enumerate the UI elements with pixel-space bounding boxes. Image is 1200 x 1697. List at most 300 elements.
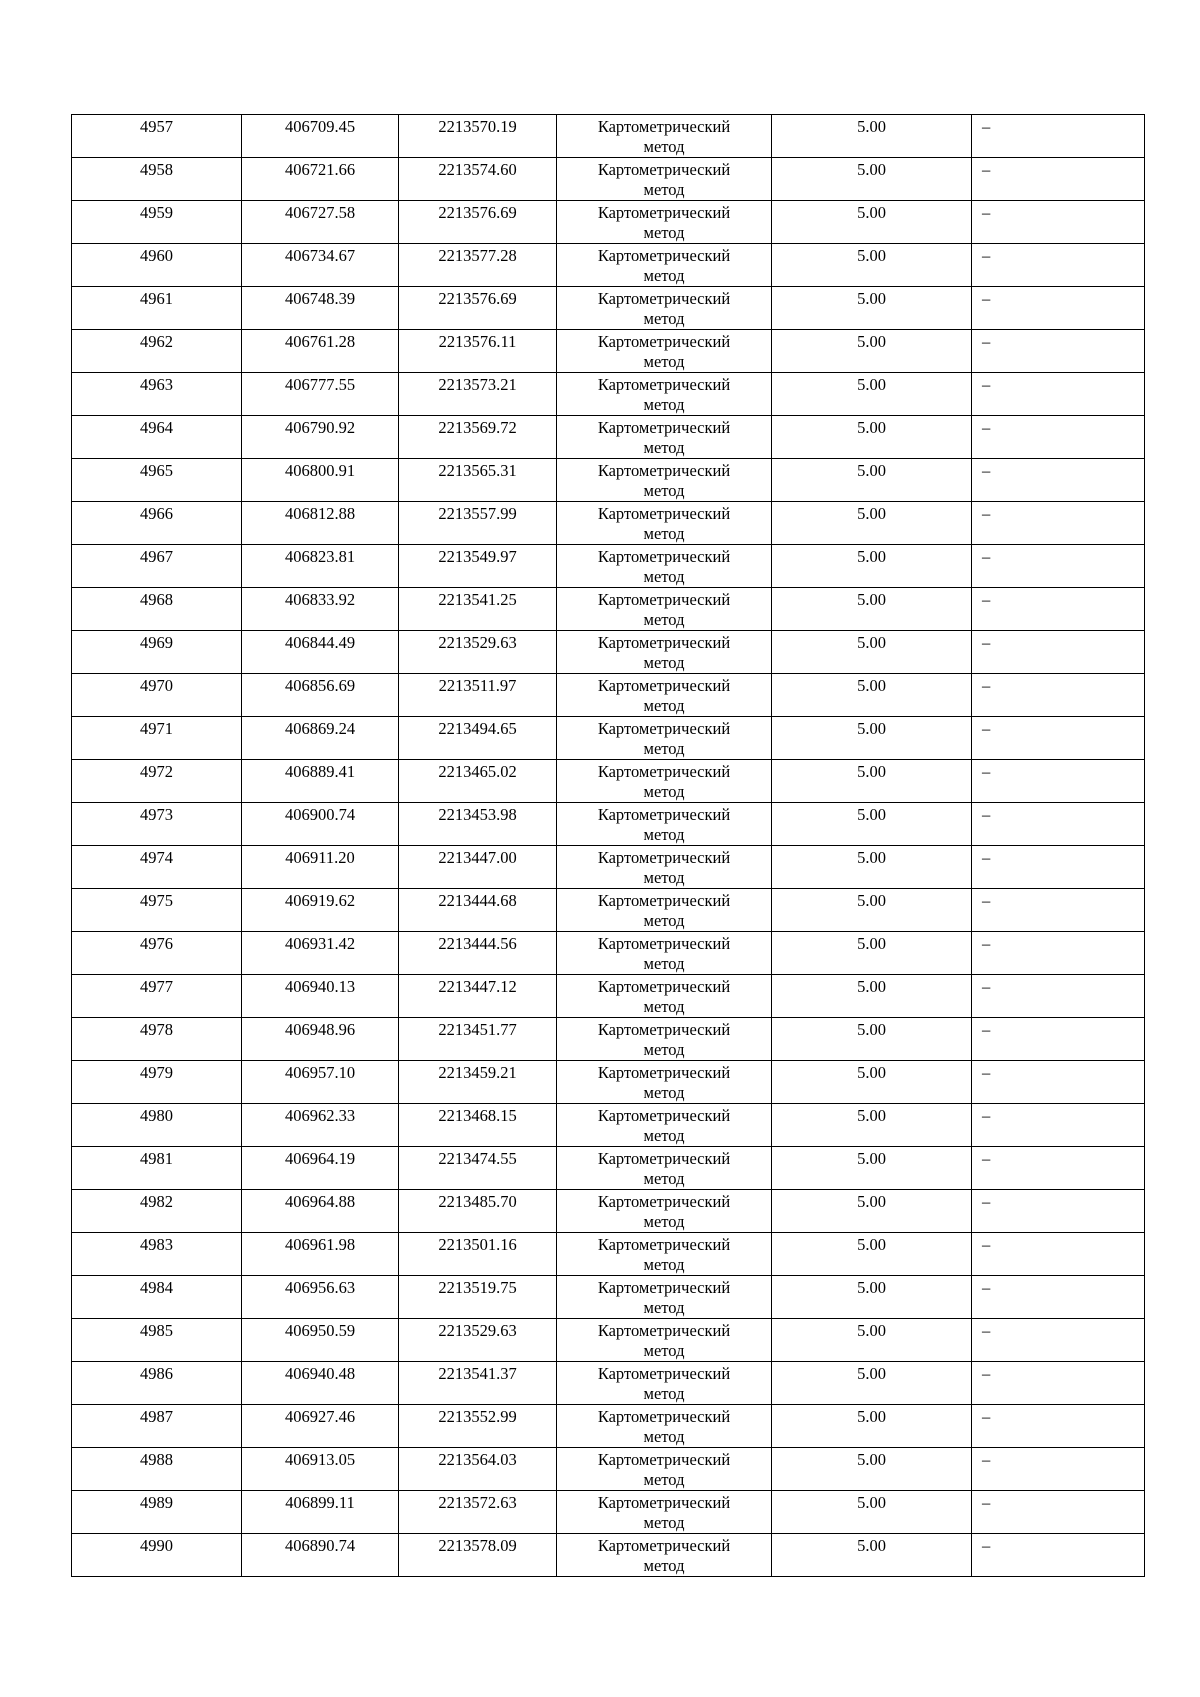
point-number-cell: 4965 bbox=[72, 459, 242, 502]
y-coordinate-cell: 2213465.02 bbox=[399, 760, 557, 803]
method-cell bbox=[557, 330, 772, 373]
accuracy-cell: 5.00 bbox=[772, 1534, 972, 1577]
description-cell: – bbox=[972, 717, 1145, 760]
accuracy-cell: 5.00 bbox=[772, 158, 972, 201]
method-text-line2: метод bbox=[643, 1384, 685, 1403]
x-coordinate-cell: 406734.67 bbox=[242, 244, 399, 287]
method-cell bbox=[557, 1104, 772, 1147]
description-cell: – bbox=[972, 1104, 1145, 1147]
method-text-line1: Картометрический bbox=[597, 590, 731, 609]
method-text-line2: метод bbox=[643, 137, 685, 156]
table-row bbox=[72, 1276, 1145, 1319]
description-cell: – bbox=[972, 932, 1145, 975]
table-row bbox=[72, 1534, 1145, 1577]
method-text-line2: метод bbox=[643, 438, 685, 457]
x-coordinate-cell: 406962.33 bbox=[242, 1104, 399, 1147]
point-number-cell: 4986 bbox=[72, 1362, 242, 1405]
method-cell bbox=[557, 760, 772, 803]
point-number-cell: 4980 bbox=[72, 1104, 242, 1147]
y-coordinate-cell: 2213494.65 bbox=[399, 717, 557, 760]
accuracy-cell: 5.00 bbox=[772, 330, 972, 373]
x-coordinate-cell: 406844.49 bbox=[242, 631, 399, 674]
method-cell bbox=[557, 846, 772, 889]
document-page bbox=[71, 114, 1144, 1577]
method-text-line1: Картометрический bbox=[597, 1450, 731, 1469]
x-coordinate-cell: 406964.88 bbox=[242, 1190, 399, 1233]
method-text-line2: метод bbox=[643, 567, 685, 586]
accuracy-cell: 5.00 bbox=[772, 1491, 972, 1534]
method-cell bbox=[557, 1233, 772, 1276]
description-cell: – bbox=[972, 889, 1145, 932]
x-coordinate-cell: 406823.81 bbox=[242, 545, 399, 588]
y-coordinate-cell: 2213576.69 bbox=[399, 287, 557, 330]
x-coordinate-cell: 406957.10 bbox=[242, 1061, 399, 1104]
method-text-line1: Картометрический bbox=[597, 332, 731, 351]
table-row bbox=[72, 244, 1145, 287]
description-cell: – bbox=[972, 1147, 1145, 1190]
method-text-line1: Картометрический bbox=[597, 1149, 731, 1168]
point-number-cell: 4958 bbox=[72, 158, 242, 201]
accuracy-cell: 5.00 bbox=[772, 975, 972, 1018]
accuracy-cell: 5.00 bbox=[772, 416, 972, 459]
point-number-cell: 4969 bbox=[72, 631, 242, 674]
table-row bbox=[72, 717, 1145, 760]
y-coordinate-cell: 2213519.75 bbox=[399, 1276, 557, 1319]
accuracy-cell: 5.00 bbox=[772, 1319, 972, 1362]
method-text-line1: Картометрический bbox=[597, 1493, 731, 1512]
table-row bbox=[72, 1362, 1145, 1405]
y-coordinate-cell: 2213578.09 bbox=[399, 1534, 557, 1577]
accuracy-cell: 5.00 bbox=[772, 502, 972, 545]
y-coordinate-cell: 2213459.21 bbox=[399, 1061, 557, 1104]
method-cell bbox=[557, 717, 772, 760]
description-cell: – bbox=[972, 416, 1145, 459]
method-text-line2: метод bbox=[643, 395, 685, 414]
y-coordinate-cell: 2213474.55 bbox=[399, 1147, 557, 1190]
x-coordinate-cell: 406721.66 bbox=[242, 158, 399, 201]
method-text-line2: метод bbox=[643, 1341, 685, 1360]
description-cell: – bbox=[972, 1448, 1145, 1491]
y-coordinate-cell: 2213576.11 bbox=[399, 330, 557, 373]
method-cell bbox=[557, 1448, 772, 1491]
method-text-line2: метод bbox=[643, 1169, 685, 1188]
point-number-cell: 4959 bbox=[72, 201, 242, 244]
method-cell bbox=[557, 201, 772, 244]
method-text-line2: метод bbox=[643, 911, 685, 930]
y-coordinate-cell: 2213444.68 bbox=[399, 889, 557, 932]
method-text-line2: метод bbox=[643, 653, 685, 672]
method-text-line1: Картометрический bbox=[597, 1192, 731, 1211]
method-cell bbox=[557, 115, 772, 158]
method-cell bbox=[557, 502, 772, 545]
table-row bbox=[72, 1448, 1145, 1491]
point-number-cell: 4976 bbox=[72, 932, 242, 975]
method-text-line1: Картометрический bbox=[597, 1235, 731, 1254]
method-text-line1: Картометрический bbox=[597, 1536, 731, 1555]
y-coordinate-cell: 2213572.63 bbox=[399, 1491, 557, 1534]
method-text-line1: Картометрический bbox=[597, 805, 731, 824]
description-cell: – bbox=[972, 674, 1145, 717]
method-text-line1: Картометрический bbox=[597, 1278, 731, 1297]
y-coordinate-cell: 2213529.63 bbox=[399, 1319, 557, 1362]
table-row bbox=[72, 674, 1145, 717]
method-cell bbox=[557, 1018, 772, 1061]
x-coordinate-cell: 406761.28 bbox=[242, 330, 399, 373]
y-coordinate-cell: 2213485.70 bbox=[399, 1190, 557, 1233]
x-coordinate-cell: 406913.05 bbox=[242, 1448, 399, 1491]
method-text-line1: Картометрический bbox=[597, 461, 731, 480]
method-text-line2: метод bbox=[643, 1040, 685, 1059]
x-coordinate-cell: 406927.46 bbox=[242, 1405, 399, 1448]
method-text-line2: метод bbox=[643, 1298, 685, 1317]
accuracy-cell: 5.00 bbox=[772, 1362, 972, 1405]
description-cell: – bbox=[972, 1018, 1145, 1061]
description-cell: – bbox=[972, 115, 1145, 158]
y-coordinate-cell: 2213501.16 bbox=[399, 1233, 557, 1276]
method-text-line1: Картометрический bbox=[597, 633, 731, 652]
method-cell bbox=[557, 1362, 772, 1405]
x-coordinate-cell: 406911.20 bbox=[242, 846, 399, 889]
y-coordinate-cell: 2213564.03 bbox=[399, 1448, 557, 1491]
point-number-cell: 4971 bbox=[72, 717, 242, 760]
x-coordinate-cell: 406940.48 bbox=[242, 1362, 399, 1405]
table-row bbox=[72, 631, 1145, 674]
description-cell: – bbox=[972, 201, 1145, 244]
method-text-line1: Картометрический bbox=[597, 977, 731, 996]
x-coordinate-cell: 406748.39 bbox=[242, 287, 399, 330]
table-row bbox=[72, 545, 1145, 588]
method-cell bbox=[557, 674, 772, 717]
point-number-cell: 4974 bbox=[72, 846, 242, 889]
method-text-line2: метод bbox=[643, 782, 685, 801]
point-number-cell: 4964 bbox=[72, 416, 242, 459]
table-row bbox=[72, 158, 1145, 201]
table-row bbox=[72, 760, 1145, 803]
method-cell bbox=[557, 1147, 772, 1190]
point-number-cell: 4967 bbox=[72, 545, 242, 588]
table-row bbox=[72, 373, 1145, 416]
description-cell: – bbox=[972, 1190, 1145, 1233]
y-coordinate-cell: 2213468.15 bbox=[399, 1104, 557, 1147]
y-coordinate-cell: 2213511.97 bbox=[399, 674, 557, 717]
method-text-line1: Картометрический bbox=[597, 719, 731, 738]
accuracy-cell: 5.00 bbox=[772, 459, 972, 502]
method-text-line1: Картометрический bbox=[597, 1407, 731, 1426]
method-text-line2: метод bbox=[643, 309, 685, 328]
method-text-line2: метод bbox=[643, 266, 685, 285]
method-text-line1: Картометрический bbox=[597, 375, 731, 394]
point-number-cell: 4960 bbox=[72, 244, 242, 287]
method-text-line2: метод bbox=[643, 1126, 685, 1145]
y-coordinate-cell: 2213576.69 bbox=[399, 201, 557, 244]
method-text-line2: метод bbox=[643, 1083, 685, 1102]
x-coordinate-cell: 406869.24 bbox=[242, 717, 399, 760]
method-text-line2: метод bbox=[643, 739, 685, 758]
accuracy-cell: 5.00 bbox=[772, 846, 972, 889]
description-cell: – bbox=[972, 1362, 1145, 1405]
point-number-cell: 4973 bbox=[72, 803, 242, 846]
table-row bbox=[72, 932, 1145, 975]
description-cell: – bbox=[972, 975, 1145, 1018]
accuracy-cell: 5.00 bbox=[772, 1061, 972, 1104]
y-coordinate-cell: 2213573.21 bbox=[399, 373, 557, 416]
point-number-cell: 4972 bbox=[72, 760, 242, 803]
method-cell bbox=[557, 545, 772, 588]
table-row bbox=[72, 889, 1145, 932]
method-text-line2: метод bbox=[643, 180, 685, 199]
accuracy-cell: 5.00 bbox=[772, 1405, 972, 1448]
y-coordinate-cell: 2213577.28 bbox=[399, 244, 557, 287]
method-text-line2: метод bbox=[643, 825, 685, 844]
point-number-cell: 4983 bbox=[72, 1233, 242, 1276]
accuracy-cell: 5.00 bbox=[772, 1276, 972, 1319]
x-coordinate-cell: 406961.98 bbox=[242, 1233, 399, 1276]
accuracy-cell: 5.00 bbox=[772, 717, 972, 760]
method-text-line2: метод bbox=[643, 997, 685, 1016]
table-row bbox=[72, 1147, 1145, 1190]
x-coordinate-cell: 406964.19 bbox=[242, 1147, 399, 1190]
x-coordinate-cell: 406800.91 bbox=[242, 459, 399, 502]
description-cell: – bbox=[972, 545, 1145, 588]
method-text-line2: метод bbox=[643, 954, 685, 973]
description-cell: – bbox=[972, 330, 1145, 373]
point-number-cell: 4987 bbox=[72, 1405, 242, 1448]
description-cell: – bbox=[972, 1233, 1145, 1276]
description-cell: – bbox=[972, 244, 1145, 287]
y-coordinate-cell: 2213444.56 bbox=[399, 932, 557, 975]
method-cell bbox=[557, 803, 772, 846]
y-coordinate-cell: 2213569.72 bbox=[399, 416, 557, 459]
accuracy-cell: 5.00 bbox=[772, 287, 972, 330]
description-cell: – bbox=[972, 846, 1145, 889]
accuracy-cell: 5.00 bbox=[772, 631, 972, 674]
accuracy-cell: 5.00 bbox=[772, 201, 972, 244]
table-row bbox=[72, 1405, 1145, 1448]
method-text-line2: метод bbox=[643, 481, 685, 500]
y-coordinate-cell: 2213557.99 bbox=[399, 502, 557, 545]
coordinates-table-body bbox=[72, 115, 1145, 1577]
method-cell bbox=[557, 1319, 772, 1362]
method-cell bbox=[557, 631, 772, 674]
point-number-cell: 4979 bbox=[72, 1061, 242, 1104]
table-row bbox=[72, 115, 1145, 158]
table-row bbox=[72, 330, 1145, 373]
method-cell bbox=[557, 975, 772, 1018]
table-row bbox=[72, 1491, 1145, 1534]
point-number-cell: 4962 bbox=[72, 330, 242, 373]
description-cell: – bbox=[972, 588, 1145, 631]
method-text-line2: метод bbox=[643, 223, 685, 242]
table-row bbox=[72, 1104, 1145, 1147]
table-row bbox=[72, 588, 1145, 631]
point-number-cell: 4970 bbox=[72, 674, 242, 717]
table-row bbox=[72, 1319, 1145, 1362]
description-cell: – bbox=[972, 803, 1145, 846]
y-coordinate-cell: 2213451.77 bbox=[399, 1018, 557, 1061]
method-text-line1: Картометрический bbox=[597, 289, 731, 308]
y-coordinate-cell: 2213447.12 bbox=[399, 975, 557, 1018]
x-coordinate-cell: 406890.74 bbox=[242, 1534, 399, 1577]
method-cell bbox=[557, 1405, 772, 1448]
method-text-line1: Картометрический bbox=[597, 1063, 731, 1082]
method-cell bbox=[557, 416, 772, 459]
accuracy-cell: 5.00 bbox=[772, 1190, 972, 1233]
description-cell: – bbox=[972, 1534, 1145, 1577]
description-cell: – bbox=[972, 631, 1145, 674]
method-text-line2: метод bbox=[643, 524, 685, 543]
method-cell bbox=[557, 1534, 772, 1577]
description-cell: – bbox=[972, 373, 1145, 416]
method-text-line1: Картометрический bbox=[597, 676, 731, 695]
x-coordinate-cell: 406856.69 bbox=[242, 674, 399, 717]
method-text-line1: Картометрический bbox=[597, 762, 731, 781]
description-cell: – bbox=[972, 287, 1145, 330]
accuracy-cell: 5.00 bbox=[772, 932, 972, 975]
method-text-line1: Картометрический bbox=[597, 1020, 731, 1039]
table-row bbox=[72, 287, 1145, 330]
accuracy-cell: 5.00 bbox=[772, 588, 972, 631]
x-coordinate-cell: 406727.58 bbox=[242, 201, 399, 244]
method-text-line2: метод bbox=[643, 352, 685, 371]
description-cell: – bbox=[972, 1319, 1145, 1362]
point-number-cell: 4990 bbox=[72, 1534, 242, 1577]
method-text-line1: Картометрический bbox=[597, 891, 731, 910]
accuracy-cell: 5.00 bbox=[772, 1104, 972, 1147]
accuracy-cell: 5.00 bbox=[772, 115, 972, 158]
point-number-cell: 4984 bbox=[72, 1276, 242, 1319]
point-number-cell: 4961 bbox=[72, 287, 242, 330]
point-number-cell: 4989 bbox=[72, 1491, 242, 1534]
method-text-line1: Картометрический bbox=[597, 160, 731, 179]
description-cell: – bbox=[972, 1276, 1145, 1319]
description-cell: – bbox=[972, 459, 1145, 502]
method-text-line1: Картометрический bbox=[597, 117, 731, 136]
point-number-cell: 4978 bbox=[72, 1018, 242, 1061]
method-text-line1: Картометрический bbox=[597, 1106, 731, 1125]
description-cell: – bbox=[972, 760, 1145, 803]
table-row bbox=[72, 1233, 1145, 1276]
table-row bbox=[72, 1190, 1145, 1233]
method-cell bbox=[557, 1061, 772, 1104]
method-cell bbox=[557, 244, 772, 287]
method-cell bbox=[557, 1190, 772, 1233]
method-text-line1: Картометрический bbox=[597, 504, 731, 523]
method-text-line1: Картометрический bbox=[597, 1364, 731, 1383]
method-text-line2: метод bbox=[643, 1470, 685, 1489]
x-coordinate-cell: 406956.63 bbox=[242, 1276, 399, 1319]
accuracy-cell: 5.00 bbox=[772, 1147, 972, 1190]
x-coordinate-cell: 406790.92 bbox=[242, 416, 399, 459]
x-coordinate-cell: 406900.74 bbox=[242, 803, 399, 846]
table-row bbox=[72, 846, 1145, 889]
method-cell bbox=[557, 459, 772, 502]
accuracy-cell: 5.00 bbox=[772, 545, 972, 588]
method-text-line1: Картометрический bbox=[597, 547, 731, 566]
table-row bbox=[72, 1018, 1145, 1061]
x-coordinate-cell: 406931.42 bbox=[242, 932, 399, 975]
accuracy-cell: 5.00 bbox=[772, 803, 972, 846]
point-number-cell: 4968 bbox=[72, 588, 242, 631]
method-text-line2: метод bbox=[643, 1212, 685, 1231]
accuracy-cell: 5.00 bbox=[772, 1018, 972, 1061]
method-text-line2: метод bbox=[643, 1255, 685, 1274]
method-text-line2: метод bbox=[643, 1513, 685, 1532]
y-coordinate-cell: 2213541.37 bbox=[399, 1362, 557, 1405]
y-coordinate-cell: 2213549.97 bbox=[399, 545, 557, 588]
table-row bbox=[72, 975, 1145, 1018]
x-coordinate-cell: 406889.41 bbox=[242, 760, 399, 803]
method-cell bbox=[557, 932, 772, 975]
y-coordinate-cell: 2213529.63 bbox=[399, 631, 557, 674]
method-text-line2: метод bbox=[643, 868, 685, 887]
accuracy-cell: 5.00 bbox=[772, 1448, 972, 1491]
x-coordinate-cell: 406833.92 bbox=[242, 588, 399, 631]
description-cell: – bbox=[972, 1405, 1145, 1448]
accuracy-cell: 5.00 bbox=[772, 889, 972, 932]
x-coordinate-cell: 406709.45 bbox=[242, 115, 399, 158]
method-text-line1: Картометрический bbox=[597, 934, 731, 953]
x-coordinate-cell: 406899.11 bbox=[242, 1491, 399, 1534]
description-cell: – bbox=[972, 1061, 1145, 1104]
x-coordinate-cell: 406940.13 bbox=[242, 975, 399, 1018]
description-cell: – bbox=[972, 502, 1145, 545]
x-coordinate-cell: 406919.62 bbox=[242, 889, 399, 932]
y-coordinate-cell: 2213541.25 bbox=[399, 588, 557, 631]
point-number-cell: 4988 bbox=[72, 1448, 242, 1491]
y-coordinate-cell: 2213570.19 bbox=[399, 115, 557, 158]
accuracy-cell: 5.00 bbox=[772, 760, 972, 803]
method-cell bbox=[557, 373, 772, 416]
point-number-cell: 4977 bbox=[72, 975, 242, 1018]
point-number-cell: 4963 bbox=[72, 373, 242, 416]
method-cell bbox=[557, 1276, 772, 1319]
method-cell bbox=[557, 158, 772, 201]
y-coordinate-cell: 2213453.98 bbox=[399, 803, 557, 846]
method-text-line2: метод bbox=[643, 696, 685, 715]
y-coordinate-cell: 2213447.00 bbox=[399, 846, 557, 889]
accuracy-cell: 5.00 bbox=[772, 1233, 972, 1276]
point-number-cell: 4981 bbox=[72, 1147, 242, 1190]
x-coordinate-cell: 406950.59 bbox=[242, 1319, 399, 1362]
point-number-cell: 4975 bbox=[72, 889, 242, 932]
table-row bbox=[72, 416, 1145, 459]
table-row bbox=[72, 803, 1145, 846]
method-text-line1: Картометрический bbox=[597, 848, 731, 867]
y-coordinate-cell: 2213552.99 bbox=[399, 1405, 557, 1448]
method-text-line1: Картометрический bbox=[597, 418, 731, 437]
method-text-line2: метод bbox=[643, 1556, 685, 1575]
description-cell: – bbox=[972, 158, 1145, 201]
accuracy-cell: 5.00 bbox=[772, 244, 972, 287]
method-cell bbox=[557, 1491, 772, 1534]
x-coordinate-cell: 406948.96 bbox=[242, 1018, 399, 1061]
method-text-line1: Картометрический bbox=[597, 203, 731, 222]
accuracy-cell: 5.00 bbox=[772, 373, 972, 416]
method-text-line1: Картометрический bbox=[597, 246, 731, 265]
x-coordinate-cell: 406812.88 bbox=[242, 502, 399, 545]
method-cell bbox=[557, 287, 772, 330]
table-row bbox=[72, 1061, 1145, 1104]
method-cell bbox=[557, 588, 772, 631]
table-row bbox=[72, 459, 1145, 502]
coordinates-table bbox=[71, 114, 1145, 1577]
accuracy-cell: 5.00 bbox=[772, 674, 972, 717]
point-number-cell: 4982 bbox=[72, 1190, 242, 1233]
x-coordinate-cell: 406777.55 bbox=[242, 373, 399, 416]
description-cell: – bbox=[972, 1491, 1145, 1534]
method-cell bbox=[557, 889, 772, 932]
method-text-line2: метод bbox=[643, 610, 685, 629]
